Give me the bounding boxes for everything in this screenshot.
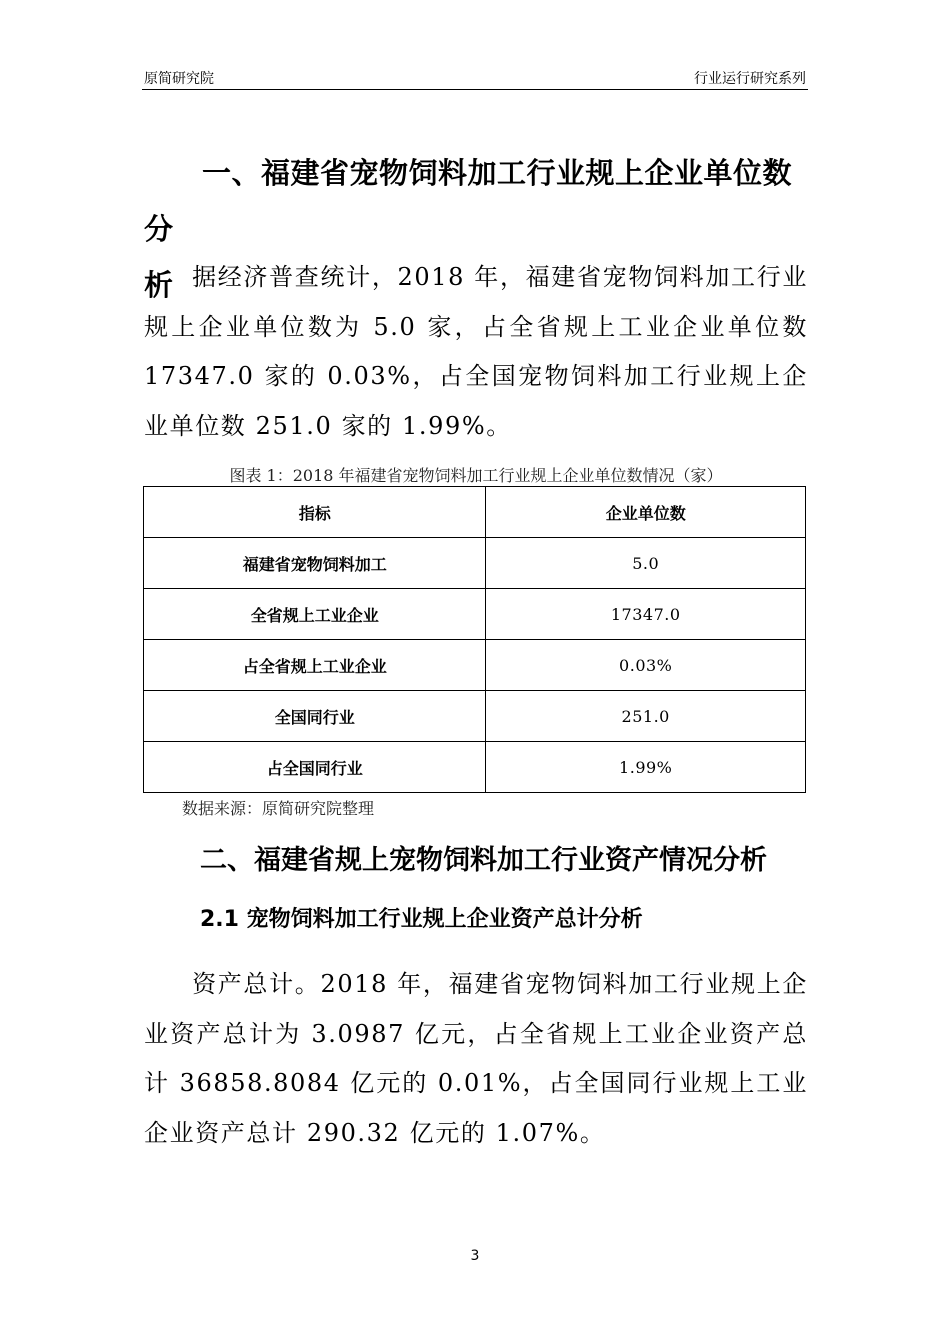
header-rule <box>142 89 808 90</box>
table-row <box>144 589 806 640</box>
page-number: 3 <box>470 1248 480 1264</box>
row-value: 17347.0 <box>486 589 806 640</box>
section2-heading: 二、福建省规上宠物饲料加工行业资产情况分析 <box>200 845 767 876</box>
row-value: 1.99% <box>486 742 806 793</box>
table-caption: 图表 1：2018 年福建省宠物饲料加工行业规上企业单位数情况（家） <box>229 466 723 485</box>
row-value: 5.0 <box>486 538 806 589</box>
section1-paragraph: 据经济普查统计，2018 年，福建省宠物饲料加工行业规上企业单位数为 5.0 家，占全省规上工业企业单位数 17347.0 家的 0.03%，占全国宠物饲料加工行业规上企业单位数 251.0 家的 1.99%。 <box>144 263 808 440</box>
column-header-indicator: 指标 <box>144 487 486 538</box>
section1-heading-line2: 析 <box>144 268 174 302</box>
row-label: 占全省规上工业企业 <box>144 640 486 691</box>
row-label: 全国同行业 <box>144 691 486 742</box>
section1-heading-line1: 一、福建省宠物饲料加工行业规上企业单位数分 <box>144 156 793 246</box>
table-header-row <box>144 487 806 538</box>
row-label: 福建省宠物饲料加工 <box>144 538 486 589</box>
header-org-name: 原简研究院 <box>144 71 214 87</box>
table-row <box>144 640 806 691</box>
row-label: 占全国同行业 <box>144 742 486 793</box>
table-row <box>144 691 806 742</box>
table-row <box>144 742 806 793</box>
section2-paragraph: 资产总计。2018 年，福建省宠物饲料加工行业规上企业资产总计为 3.0987 亿元，占全省规上工业企业资产总计 36858.8084 亿元的 0.01%，占全国同行业规上工业企业资产总计 290.32 亿元的 1.07%。 <box>144 970 808 1147</box>
row-value: 251.0 <box>486 691 806 742</box>
column-header-count: 企业单位数 <box>486 487 806 538</box>
enterprise-count-table <box>143 486 806 793</box>
table-row <box>144 538 806 589</box>
table-source-note: 数据来源：原简研究院整理 <box>182 799 375 818</box>
row-label: 全省规上工业企业 <box>144 589 486 640</box>
row-value: 0.03% <box>486 640 806 691</box>
section2-subheading: 2.1 宠物饲料加工行业规上企业资产总计分析 <box>200 907 643 932</box>
header-series-title: 行业运行研究系列 <box>694 71 806 87</box>
